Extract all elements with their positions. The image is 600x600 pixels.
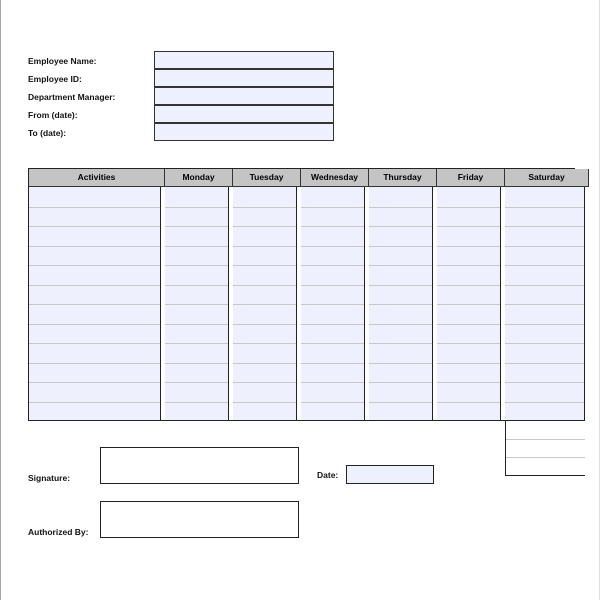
column-header: Saturday xyxy=(505,169,589,187)
date-label: Date: xyxy=(317,470,339,480)
field-label: Employee Name: xyxy=(28,56,97,66)
field-label: Employee ID: xyxy=(28,74,82,84)
column-cells[interactable] xyxy=(165,187,229,420)
field-input[interactable] xyxy=(154,105,334,123)
column-header: Tuesday xyxy=(233,169,301,187)
column-cells[interactable] xyxy=(233,187,297,420)
field-input[interactable] xyxy=(154,69,334,87)
signature-label: Signature: xyxy=(28,473,71,483)
column-header: Wednesday xyxy=(301,169,369,187)
field-label: Department Manager: xyxy=(28,92,116,102)
column-cells[interactable] xyxy=(505,187,585,420)
field-label: To (date): xyxy=(28,128,67,138)
field-input[interactable] xyxy=(154,123,334,141)
field-input[interactable] xyxy=(154,87,334,105)
field-label: From (date): xyxy=(28,110,78,120)
date-field[interactable] xyxy=(346,465,434,484)
signature-field[interactable] xyxy=(100,447,299,484)
column-header: Thursday xyxy=(369,169,437,187)
column-header: Friday xyxy=(437,169,505,187)
authorized-by-field[interactable] xyxy=(100,501,299,538)
activity-table xyxy=(28,168,575,421)
column-header: Monday xyxy=(165,169,233,187)
column-cells[interactable] xyxy=(369,187,433,420)
column-cells[interactable] xyxy=(29,187,161,420)
column-header: Activities xyxy=(29,169,165,187)
column-cells[interactable] xyxy=(301,187,365,420)
totals-box xyxy=(505,420,585,476)
field-input[interactable] xyxy=(154,51,334,69)
column-cells[interactable] xyxy=(437,187,501,420)
authorized-by-label: Authorized By: xyxy=(28,527,89,537)
